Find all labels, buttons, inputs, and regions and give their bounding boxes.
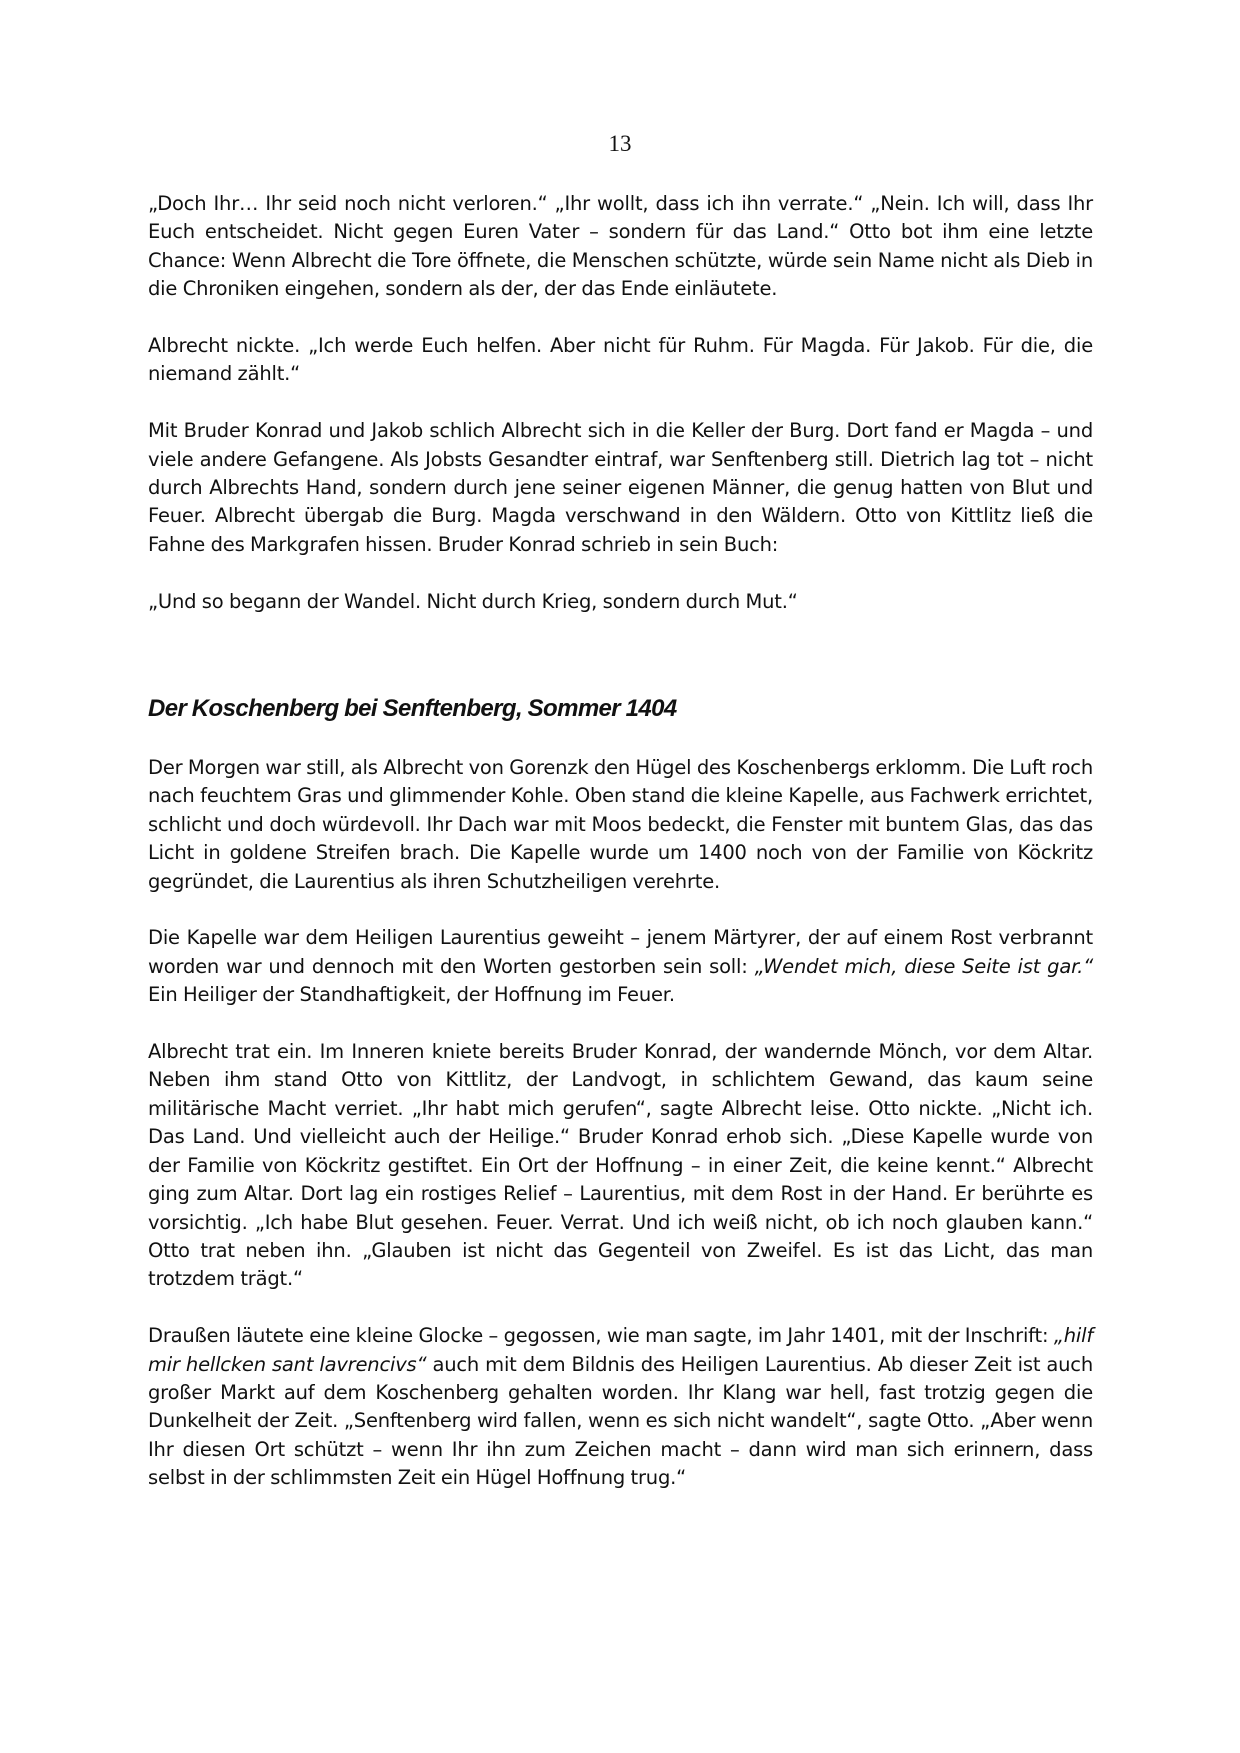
document-body [148, 190, 1093, 1521]
paragraph: Albrecht nickte. „Ich werde Euch helfen. Aber nicht für Ruhm. Für Magda. Für Jakob. Für die, die niemand zählt.“ [148, 334, 1093, 386]
paragraph: Der Morgen war still, als Albrecht von Gorenzk den Hügel des Koschenbergs erklomm. Die Luft roch nach feuchtem Gras und glimmender Kohle. Oben stand die kleine Kapelle, aus Fachwerk errichtet, schlicht und doch würdevoll. Ihr Dach war mit Moos bedeckt, die Fenster mit buntem Glas, das das Licht in goldene Streifen brach. Die Kapelle wurde um 1400 noch von der Familie von Köckritz gegründet, die Laurentius als ihren Schutzheiligen verehrte. [148, 756, 1093, 893]
text-run: Ein Heiliger der Standhaftigkeit, der Hoffnung im Feuer. [148, 983, 675, 1007]
page-number: 13 [608, 131, 632, 156]
italic-quote: „Wendet mich, diese Seite ist gar.“ [754, 954, 1093, 978]
text-run: Die Kapelle war dem Heiligen Laurentius geweiht – jenem Märtyrer, der auf einem Rost verbrannt worden war und dennoch mit den Worten gestorben sein soll: [148, 926, 1093, 978]
text-run: auch mit dem Bildnis des Heiligen Laurentius. Ab dieser Zeit ist auch großer Markt auf dem Koschenberg gehalten worden. Ihr Klang war hell, fast trotzig gegen die Dunkelheit der Zeit. „Senftenberg wird fallen, wenn es sich nicht wandelt“, sagte Otto. „Aber wenn Ihr diesen Ort schützt – wenn Ihr ihn zum Zeichen macht – dann wird man sich erinnern, dass selbst in der schlimmsten Zeit ein Hügel Hoffnung trug.“ [148, 1352, 1093, 1490]
paragraph [148, 924, 1093, 1009]
italic-inscription: „hilf mir hellcken sant lavrencivs“ [148, 1324, 1093, 1376]
text-run: Draußen läutete eine kleine Glocke – gegossen, wie man sagte, im Jahr 1401, mit der Inschrift: [148, 1324, 1054, 1348]
section-heading: Der Koschenberg bei Senftenberg, Sommer 1404 [148, 695, 677, 723]
quote-paragraph: „Und so begann der Wandel. Nicht durch Krieg, sondern durch Mut.“ [148, 589, 798, 613]
paragraph: „Doch Ihr… Ihr seid noch nicht verloren.“ „Ihr wollt, dass ich ihn verrate.“ „Nein. Ich will, dass Ihr Euch entscheidet. Nicht gegen Euren Vater – sondern für das Land.“ Otto bot ihm eine letzte Chance: Wenn Albrecht die Tore öffnete, die Menschen schützte, würde sein Name nicht als Dieb in die Chroniken eingehen, sondern als der, der das Ende einläutete. [148, 192, 1093, 301]
paragraph [148, 1322, 1093, 1492]
paragraph: Mit Bruder Konrad und Jakob schlich Albrecht sich in die Keller der Burg. Dort fand er Magda – und viele andere Gefangene. Als Jobsts Gesandter eintraf, war Senftenberg still. Dietrich lag tot – nicht durch Albrechts Hand, sondern durch jene seiner eigenen Männer, die genug hatten von Blut und Feuer. Albrecht übergab die Burg. Magda verschwand in den Wäldern. Otto von Kittlitz ließ die Fahne des Markgrafen hissen. Bruder Konrad schrieb in sein Buch: [148, 419, 1093, 556]
paragraph: Albrecht trat ein. Im Inneren kniete bereits Bruder Konrad, der wandernde Mönch, vor dem Altar. Neben ihm stand Otto von Kittlitz, der Landvogt, in schlichtem Gewand, das kaum seine militärische Macht verriet. „Ihr habt mich gerufen“, sagte Albrecht leise. Otto nickte. „Nicht ich. Das Land. Und vielleicht auch der Heilige.“ Bruder Konrad erhob sich. „Diese Kapelle wurde von der Familie von Köckritz gestiftet. Ein Ort der Hoffnung – in einer Zeit, die keine kennt.“ Albrecht ging zum Altar. Dort lag ein rostiges Relief – Laurentius, mit dem Rost in der Hand. Er berührte es vorsichtig. „Ich habe Blut gesehen. Feuer. Verrat. Und ich weiß nicht, ob ich noch glauben kann.“ Otto trat neben ihn. „Glauben ist nicht das Gegenteil von Zweifel. Es ist das Licht, das man trotzdem trägt.“ [148, 1040, 1093, 1291]
